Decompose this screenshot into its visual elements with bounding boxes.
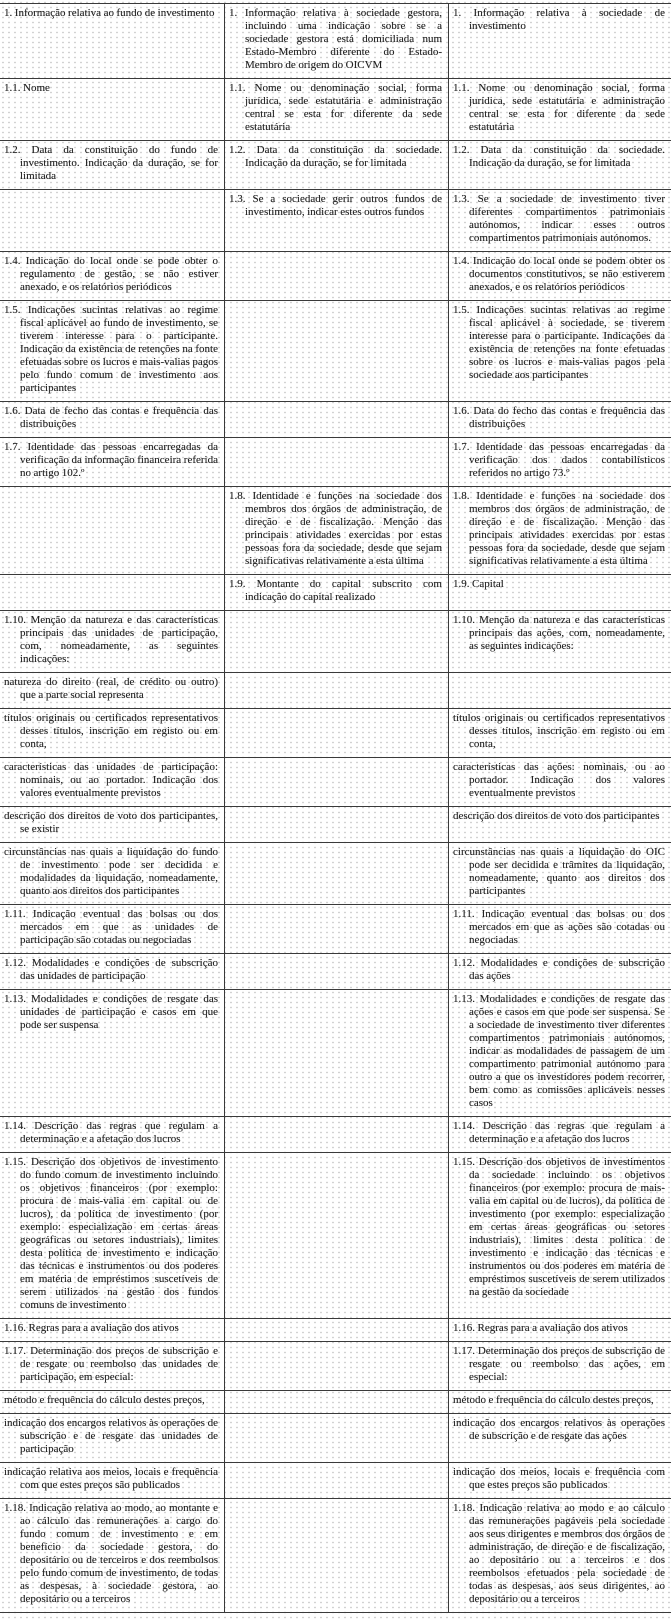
table-cell: [0, 954, 224, 989]
table-cell: [224, 190, 448, 251]
table-cell: [224, 954, 448, 989]
table-cell: [448, 990, 671, 1116]
table-cell: [0, 1153, 224, 1318]
table-cell: [224, 1117, 448, 1152]
table-cell: [224, 673, 448, 708]
cell-paragraph: 1.1. Nome ou denominação social, forma jurídica, sede estatutária e administração central se esta for diferente da sede estatutária: [453, 82, 665, 133]
table-cell: [0, 575, 224, 610]
table-cell: [448, 758, 671, 806]
cell-paragraph: 1.8. Identidade e funções na sociedade dos membros dos órgãos de administração, de direção e de fiscalização. Menção das principais atividades exercidas por estas pessoas fora da sociedade, desde que sejam significativas relativamente a esta última: [453, 490, 665, 567]
table-cell: [224, 1414, 448, 1462]
cell-paragraph: circunstâncias nas quais a liquidação do OIC pode ser decidida e trâmites da liquidação, nomeadamente, quanto aos direitos dos participantes: [453, 846, 665, 897]
cell-paragraph: 1.9. Montante do capital subscrito com indicação do capital realizado: [229, 578, 442, 603]
table-cell: [448, 1117, 671, 1152]
table-cell: [0, 1499, 224, 1612]
table-cell: [448, 843, 671, 904]
table-cell: [224, 402, 448, 437]
table-cell: [448, 301, 671, 401]
table-cell: [224, 905, 448, 953]
table-row: [0, 1499, 671, 1612]
cell-paragraph: 1.11. Indicação eventual das bolsas ou dos mercados em que as unidades de participação são cotadas ou negociadas: [4, 908, 218, 946]
table-cell: [448, 807, 671, 842]
cell-paragraph: 1.2. Data da constituição da sociedade. Indicação da duração, se for limitada: [229, 144, 442, 169]
cell-paragraph: método e frequência do cálculo destes preços,: [453, 1394, 654, 1406]
cell-paragraph: 1. Informação relativa à sociedade de investimento: [453, 7, 665, 32]
cell-paragraph: 1.17. Determinação dos preços de subscrição de resgate ou reembolso das ações, em especial:: [453, 1345, 665, 1383]
cell-paragraph: 1.10. Menção da natureza e das características principais das ações, com, nomeadamente, as seguintes indicações:: [453, 614, 665, 652]
table-row: [0, 758, 671, 807]
table-cell: [0, 1319, 224, 1341]
table-cell: [448, 1342, 671, 1390]
table-cell: [224, 1319, 448, 1341]
cell-paragraph: 1.9. Capital: [453, 578, 504, 590]
table-cell: [0, 402, 224, 437]
table-cell: [448, 673, 671, 708]
table-cell: [448, 438, 671, 486]
table-cell: [448, 402, 671, 437]
table-cell: [0, 79, 224, 140]
cell-paragraph: 1.14. Descrição das regras que regulam a determinação e a afetação dos lucros: [453, 1120, 665, 1145]
cell-paragraph: 1.16. Regras para a avaliação dos ativos: [4, 1322, 179, 1334]
table-cell: [448, 1414, 671, 1462]
table-cell: [448, 487, 671, 574]
table-cell: [224, 141, 448, 189]
table-cell: [0, 611, 224, 672]
cell-paragraph: 1.18. Indicação relativa ao modo, ao montante e ao cálculo das remunerações a cargo do fundo comum de investimento e em benefício da sociedade gestora, do depositário ou de terceiros e dos reembolsos pelo fundo comum de investimento, de todas as despesas, à sociedade gestora, ao depositário ou a terceiros: [4, 1502, 218, 1605]
table-row: [0, 438, 671, 487]
cell-paragraph: 1.14. Descrição das regras que regulam a determinação e a afetação dos lucros: [4, 1120, 218, 1145]
table-cell: [224, 252, 448, 300]
table-cell: [224, 1391, 448, 1413]
table-row: [0, 1319, 671, 1342]
cell-paragraph: 1.10. Menção da natureza e das características principais das unidades de participação, com, nomeadamente, as seguintes indicações:: [4, 614, 218, 665]
cell-paragraph: 1.15. Descrição dos objetivos de investimentos da sociedade incluindo os objetivos financeiros (por exemplo: procura de mais-valia em capital ou de lucros), da política de investimento (por exemplo: especialização em certas áreas geográficas ou setores industriais), limites desta política de investimento e indicação das técnicas e instrumentos ou dos poderes em matéria de empréstimos suscetíveis de serem utilizados na gestão da sociedade: [453, 1156, 665, 1298]
cell-paragraph: títulos originais ou certificados representativos desses títulos, inscrição em registo ou em conta,: [453, 712, 665, 750]
table-cell: [0, 1117, 224, 1152]
cell-paragraph: 1.4. Indicação do local onde se pode obter o regulamento de gestão, se não estiver anexado, e os relatórios periódicos: [4, 255, 218, 293]
table-cell: [448, 709, 671, 757]
table-cell: [0, 673, 224, 708]
table-cell: [0, 758, 224, 806]
table-cell: [0, 487, 224, 574]
table-cell: [224, 1463, 448, 1498]
table-cell: [448, 252, 671, 300]
cell-paragraph: 1.6. Data do fecho das contas e frequência das distribuições: [453, 405, 665, 430]
table-cell: [0, 990, 224, 1116]
cell-paragraph: 1.17. Determinação dos preços de subscrição e de resgate ou reembolso das unidades de participação, em especial:: [4, 1345, 218, 1383]
cell-paragraph: circunstâncias nas quais a liquidação do fundo de investimento pode ser decidida e modalidades da liquidação, nomeadamente, quanto aos direitos dos participantes: [4, 846, 218, 897]
table-cell: [0, 190, 224, 251]
cell-paragraph: 1.12. Modalidades e condições de subscrição das ações: [453, 957, 665, 982]
table-cell: [224, 301, 448, 401]
table-cell: [0, 252, 224, 300]
cell-paragraph: 1.13. Modalidades e condições de resgate das ações e casos em que pode ser suspensa. Se a sociedade de investimento tiver diferentes compartimentos patrimoniais autónomos, indicar as modalidades de passagem de um compartimento patrimonial autónomo para outro a que os investidores podem recorrer, bem como as comissões aplicáveis nesses casos: [453, 993, 665, 1109]
table-cell: [224, 575, 448, 610]
table-row: [0, 1391, 671, 1414]
table-cell: [448, 4, 671, 78]
cell-paragraph: características das unidades de participação: nominais, ou ao portador. Indicação dos valores eventualmente previstos: [4, 761, 218, 799]
cell-paragraph: indicação relativa aos meios, locais e frequência com que estes preços são publicados: [4, 1466, 218, 1491]
table-cell: [0, 1391, 224, 1413]
cell-paragraph: indicação dos meios, locais e frequência com que estes preços são publicados: [453, 1466, 665, 1491]
table-row: [0, 190, 671, 252]
table-cell: [0, 843, 224, 904]
cell-paragraph: 1.1. Nome: [4, 82, 50, 94]
table-row: [0, 1342, 671, 1391]
table-cell: [224, 1153, 448, 1318]
cell-paragraph: 1.5. Indicações sucintas relativas ao regime fiscal aplicável à sociedade, se tiverem interesse para o participante. Indicações da existência de retenções na fonte efetuadas sobre os lucros e mais-valias pagos pela sociedade aos participantes: [453, 304, 665, 381]
cell-paragraph: 1.13. Modalidades e condições de resgate das unidades de participação e casos em que pode ser suspensa: [4, 993, 218, 1031]
table-cell: [448, 1499, 671, 1612]
table-row: [0, 954, 671, 990]
table-cell: [448, 905, 671, 953]
table-row: [0, 1414, 671, 1463]
cell-paragraph: 1.16. Regras para a avaliação dos ativos: [453, 1322, 628, 1334]
cell-paragraph: 1.2. Data da constituição da sociedade. Indicação da duração, se for limitada: [453, 144, 665, 169]
cell-paragraph: 1.3. Se a sociedade gerir outros fundos de investimento, indicar estes outros fundos: [229, 193, 442, 218]
table-cell: [224, 807, 448, 842]
cell-paragraph: 1.8. Identidade e funções na sociedade dos membros dos órgãos de administração, de direção e de fiscalização. Menção das principais atividades exercidas por estas pessoas fora da sociedade, desde que sejam significativas relativamente a esta última: [229, 490, 442, 567]
table-cell: [0, 1463, 224, 1498]
cell-paragraph: indicação dos encargos relativos às operações de subscrição e de resgate das ações: [453, 1417, 665, 1442]
table-cell: [448, 1391, 671, 1413]
table-cell: [448, 190, 671, 251]
table-cell: [224, 611, 448, 672]
table-row: [0, 252, 671, 301]
table-row: [0, 575, 671, 611]
table-cell: [448, 575, 671, 610]
table-cell: [0, 4, 224, 78]
table-cell: [448, 1319, 671, 1341]
table-row: [0, 807, 671, 843]
table-cell: [224, 438, 448, 486]
table-cell: [448, 611, 671, 672]
cell-paragraph: 1.12. Modalidades e condições de subscrição das unidades de participação: [4, 957, 218, 982]
table-cell: [224, 487, 448, 574]
cell-paragraph: títulos originais ou certificados representativos desses títulos, inscrição em registo ou em conta,: [4, 712, 218, 750]
table-cell: [0, 1414, 224, 1462]
table-cell: [448, 954, 671, 989]
table-cell: [0, 438, 224, 486]
cell-paragraph: 1. Informação relativa ao fundo de investimento: [4, 7, 215, 19]
cell-paragraph: 1.4. Indicação do local onde se podem obter os documentos constitutivos, se não estiverem anexados, e os relatórios periódicos: [453, 255, 665, 293]
table-cell: [448, 1153, 671, 1318]
table-cell: [224, 1499, 448, 1612]
cell-paragraph: 1.2. Data da constituição do fundo de investimento. Indicação da duração, se for limitada: [4, 144, 218, 182]
table-cell: [224, 1342, 448, 1390]
cell-paragraph: 1.18. Indicação relativa ao modo e ao cálculo das remunerações pagáveis pela sociedade aos seus dirigentes e membros dos órgãos de administração, de direção e de fiscalização, ao depositário ou a terceiros e dos reembolsos efetuados pela sociedade de todas as despesas, aos seus dirigentes, ao depositário ou a terceiros: [453, 1502, 665, 1605]
cell-paragraph: natureza do direito (real, de crédito ou outro) que a parte social representa: [4, 676, 218, 701]
cell-paragraph: 1. Informação relativa à sociedade gestora, incluindo uma indicação sobre se a sociedade gestora está domiciliada num Estado-Membro diferente do Estado-Membro de origem do OICVM: [229, 7, 442, 71]
table-row: [0, 611, 671, 673]
table-row: [0, 673, 671, 709]
table-cell: [448, 1463, 671, 1498]
table-cell: [224, 843, 448, 904]
table-cell: [0, 709, 224, 757]
cell-paragraph: 1.1. Nome ou denominação social, forma jurídica, sede estatutária e administração central se esta for diferente da sede estatutária: [229, 82, 442, 133]
table-cell: [448, 79, 671, 140]
table-row: [0, 301, 671, 402]
table-cell: [224, 4, 448, 78]
table-cell: [0, 807, 224, 842]
prospectus-comparison-table: [0, 3, 671, 1613]
cell-paragraph: 1.11. Indicação eventual das bolsas ou dos mercados em que as ações são cotadas ou negociadas: [453, 908, 665, 946]
cell-paragraph: descrição dos direitos de voto dos participantes, se existir: [4, 810, 218, 835]
table-row: [0, 1463, 671, 1499]
cell-paragraph: 1.7. Identidade das pessoas encarregadas da verificação da informação financeira referida no artigo 102.º: [4, 441, 218, 479]
table-cell: [0, 141, 224, 189]
table-row: [0, 1117, 671, 1153]
table-row: [0, 4, 671, 79]
cell-paragraph: 1.7. Identidade das pessoas encarregadas da verificação dos dados contabilísticos referidos no artigo 73.º: [453, 441, 665, 479]
cell-paragraph: indicação dos encargos relativos às operações de subscrição e de resgate das unidades de participação: [4, 1417, 218, 1455]
table-cell: [0, 905, 224, 953]
table-cell: [224, 990, 448, 1116]
table-row: [0, 141, 671, 190]
cell-paragraph: 1.15. Descrição dos objetivos de investimento do fundo comum de investimento incluindo os objetivos financeiros (por exemplo: procura de mais-valia em capital ou de lucros), da política de investimento (por exemplo: especialização em certas áreas geográficas ou setores industriais), limites desta política de investimento e indicação das técnicas e instrumentos ou dos poderes em matéria de empréstimos suscetíveis de serem utilizados na gestão dos fundos comuns de investimento: [4, 1156, 218, 1311]
table-row: [0, 402, 671, 438]
table-row: [0, 905, 671, 954]
table-row: [0, 79, 671, 141]
cell-paragraph: características das ações: nominais, ou ao portador. Indicação dos valores eventualmente previstos: [453, 761, 665, 799]
table-cell: [224, 709, 448, 757]
table-cell: [224, 758, 448, 806]
cell-paragraph: método e frequência do cálculo destes preços,: [4, 1394, 205, 1406]
table-cell: [224, 79, 448, 140]
table-row: [0, 487, 671, 575]
cell-paragraph: 1.5. Indicações sucintas relativas ao regime fiscal aplicável ao fundo de investimento, se tiverem interesse para o participante. Indicação da existência de retenções na fonte efetuadas sobre os lucros e mais-valias pagos pelo fundo comum de investimento aos participantes: [4, 304, 218, 394]
table-cell: [0, 1342, 224, 1390]
table-row: [0, 709, 671, 758]
cell-paragraph: 1.3. Se a sociedade de investimento tiver diferentes compartimentos patrimoniais autónomos, indicar esses outros compartimentos patrimoniais autónomos.: [453, 193, 665, 244]
table-row: [0, 843, 671, 905]
cell-paragraph: 1.6. Data de fecho das contas e frequência das distribuições: [4, 405, 218, 430]
table-row: [0, 990, 671, 1117]
table-cell: [0, 301, 224, 401]
cell-paragraph: descrição dos direitos de voto dos participantes: [453, 810, 660, 822]
table-cell: [448, 141, 671, 189]
table-row: [0, 1153, 671, 1319]
